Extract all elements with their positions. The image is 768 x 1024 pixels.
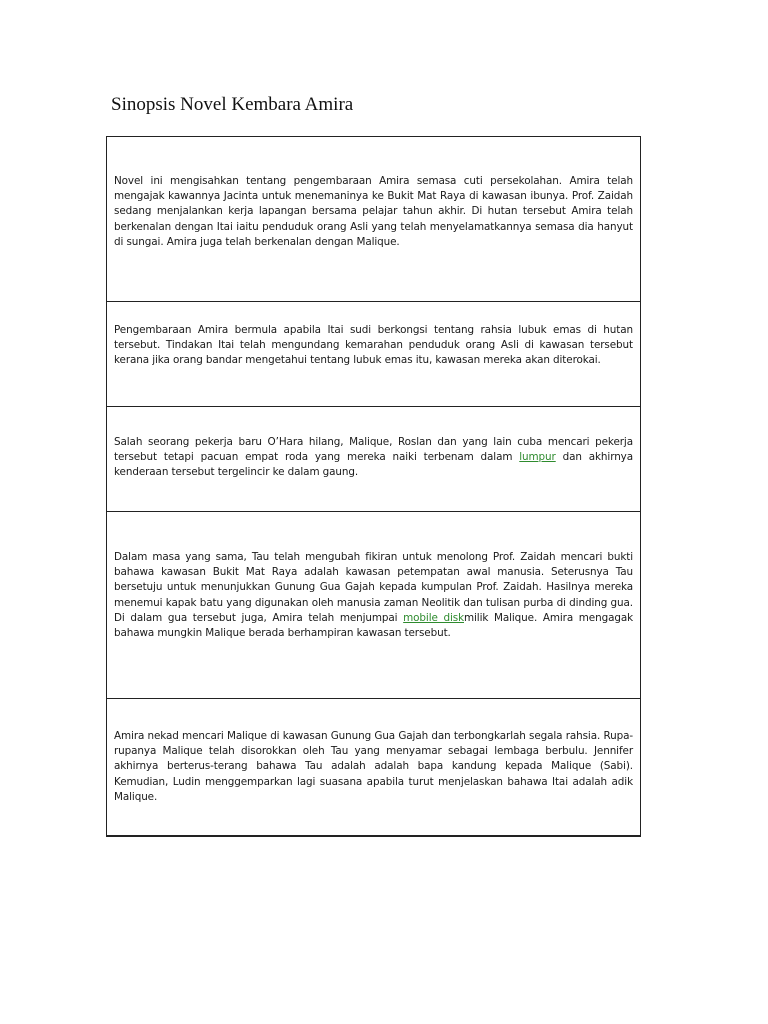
synopsis-cell-1 bbox=[107, 137, 640, 301]
synopsis-paragraph-3 bbox=[114, 435, 633, 481]
synopsis-cell-4 bbox=[107, 511, 640, 698]
mobile-disk-link[interactable]: mobile disk bbox=[403, 611, 464, 624]
paragraph-3-text-end: dan akhirnya kenderaan tersebut tergelincir ke dalam gaung. bbox=[114, 451, 633, 479]
synopsis-cell-5 bbox=[107, 698, 640, 835]
paragraph-4-text-start: Dalam masa yang sama, Tau telah mengubah fikiran untuk menolong Prof. Zaidah mencari bukti bahawa kawasan Bukit Mat Raya adalah kawasan petempatan awal manusia. Seterusnya Tau bersetuju untuk menunjukkan Gunung Gua Gajah kepada kumpulan Prof. Zaidah. Hasilnya mereka menemui kapak batu yang digunakan oleh manusia zaman Neolitik dan tulisan purba di dinding gua. Di dalam gua tersebut juga, Amira telah menjumpai bbox=[114, 551, 633, 624]
synopsis-paragraph-2: Pengembaraan Amira bermula apabila Itai sudi berkongsi tentang rahsia lubuk emas di hutan tersebut. Tindakan Itai telah mengundang kemarahan penduduk orang Asli di kawasan tersebut kerana jika orang bandar mengetahui tentang lubuk emas itu, kawasan mereka akan diterokai. bbox=[114, 324, 633, 367]
synopsis-paragraph-4 bbox=[114, 550, 633, 641]
synopsis-paragraph-5: Amira nekad mencari Malique di kawasan Gunung Gua Gajah dan terbongkarlah segala rahsia. Rupa-rupanya Malique telah disorokkan oleh Tau yang menyamar sebagai lembaga berbulu. Jennifer akhirnya berterus-terang bahawa Tau adalah adalah bapa kandung kepada Malique (Sabi). Kemudian, Ludin menggemparkan lagi suasana apabila turut menjelaskan bahawa Itai adalah adik Malique. bbox=[114, 730, 633, 803]
page-title: Sinopsis Novel Kembara Amira bbox=[111, 94, 354, 115]
synopsis-table bbox=[106, 136, 641, 837]
paragraph-4-text-end: milik Malique. Amira mengagak bahawa mungkin Malique berada berhampiran kawasan tersebut. bbox=[114, 611, 634, 640]
paragraph-3-text-start: Salah seorang pekerja baru O’Hara hilang, Malique, Roslan dan yang lain cuba mencari pekerja tersebut tetapi pacuan empat roda yang mereka naiki terbenam dalam bbox=[114, 436, 633, 464]
synopsis-paragraph-1: Novel ini mengisahkan tentang pengembaraan Amira semasa cuti persekolahan. Amira telah mengajak kawannya Jacinta untuk menemaninya ke Bukit Mat Raya di kawasan ibunya. Prof. Zaidah sedang menjalankan kerja lapangan bersama pelajar tahun akhir. Di hutan tersebut Amira telah berkenalan dengan Itai iaitu penduduk orang Asli yang telah menyelamatkannya semasa dia hanyut di sungai. Amira juga telah berkenalan dengan Malique. bbox=[114, 175, 633, 248]
synopsis-cell-2 bbox=[107, 301, 640, 406]
lumpur-link[interactable]: lumpur bbox=[519, 451, 556, 464]
synopsis-cell-3 bbox=[107, 406, 640, 511]
